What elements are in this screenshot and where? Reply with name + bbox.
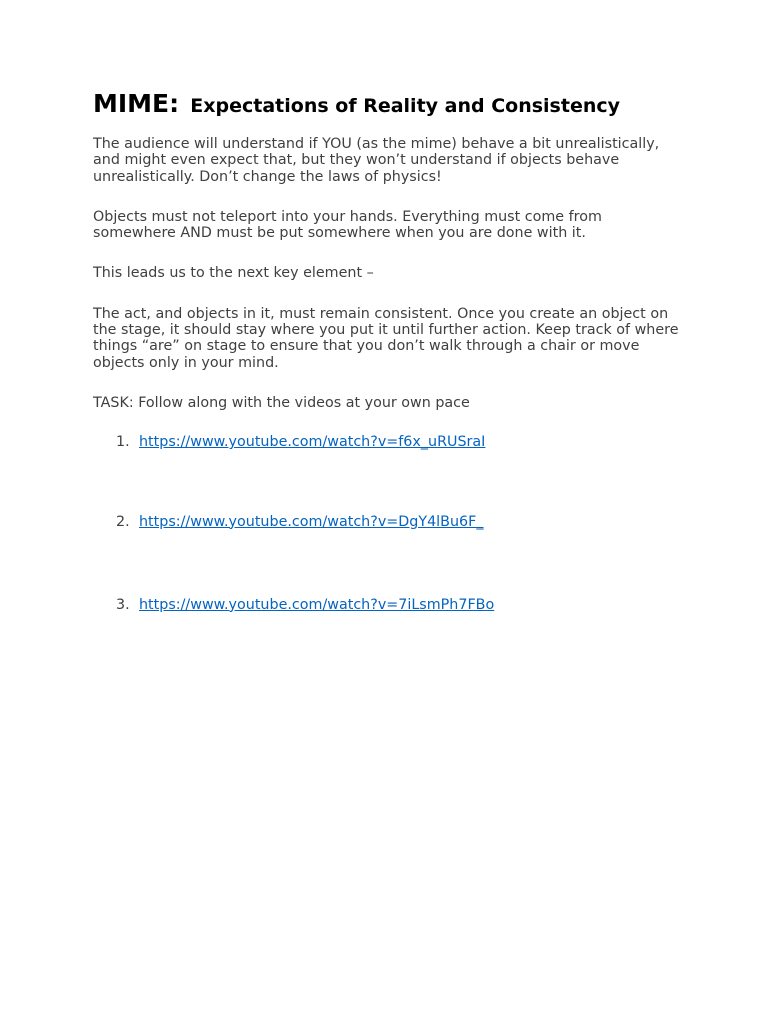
video-link-2[interactable]: https://www.youtube.com/watch?v=DgY4lBu6F_ [139,513,484,530]
paragraph-consistency: The act, and objects in it, must remain consistent. Once you create an object on the stage, it should stay where you put it until further action. Keep track of where things “are” on stage to ensure that you don’t walk through a chair or move objects only in your mind. [93,305,679,371]
list-number: 1. [116,434,130,451]
paragraph-next-element: This leads us to the next key element – [93,265,374,282]
title-subtitle: Expectations of Reality and Consistency [190,95,621,117]
video-link-list [93,434,683,613]
video-link-3[interactable]: https://www.youtube.com/watch?v=7iLsmPh7FBo [139,596,495,613]
title-main: MIME: [93,89,180,118]
page-title [93,86,683,121]
paragraph-audience-expectation: The audience will understand if YOU (as the mime) behave a bit unrealistically, and might even expect that, but they won’t understand if objects behave unrealistically. Don’t change the laws of physics! [93,136,660,185]
list-number: 3. [116,596,130,613]
paragraph-teleport-rule: Objects must not teleport into your hands. Everything must come from somewhere AND must be put somewhere when you are done with it. [93,208,602,242]
document-content [93,86,683,613]
list-item [93,434,683,450]
video-link-1[interactable]: https://www.youtube.com/watch?v=f6x_uRUSraI [139,434,486,451]
list-number: 2. [116,513,130,530]
list-item [93,514,683,530]
task-instruction: TASK: Follow along with the videos at your own pace [93,394,470,411]
list-item [93,597,683,613]
